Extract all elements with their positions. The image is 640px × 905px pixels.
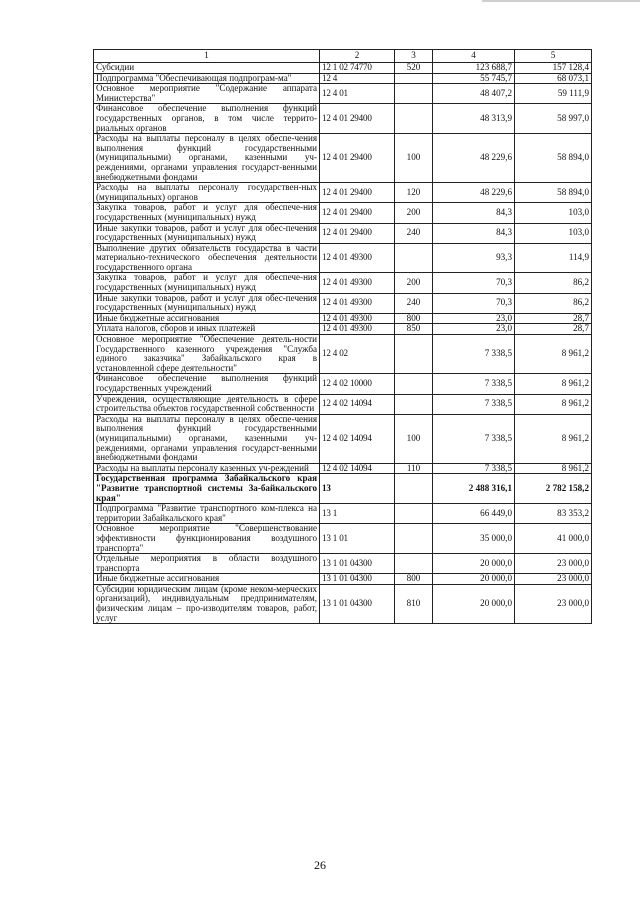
row-value-2-cell: 23 000,0 <box>515 584 592 623</box>
row-type-cell: 850 <box>395 324 433 335</box>
table-row <box>94 183 592 203</box>
row-code-cell: 12 4 02 14094 <box>320 463 395 474</box>
row-type-cell <box>395 335 433 374</box>
row-name-cell: Иные закупки товаров, работ и услуг для обес-печения государственных (муниципальных) нужд <box>94 293 320 313</box>
row-value-1-cell: 70,3 <box>433 273 515 293</box>
row-value-1-cell: 48 229,6 <box>433 183 515 203</box>
row-value-1-cell: 48 407,2 <box>433 84 515 104</box>
table-row <box>94 374 592 394</box>
row-name-cell: Подпрограмма "Развитие транспортного ком-плекса на территории Забайкальского края" <box>94 504 320 524</box>
row-name-cell: Основное мероприятие "Обеспечение деятель-ности Государственного казенного учреждения "Служба единого заказчика" Забайкальского края в установленной сфере деятельности" <box>94 335 320 374</box>
table-row <box>94 554 592 574</box>
row-type-cell <box>395 554 433 574</box>
row-type-cell: 200 <box>395 273 433 293</box>
row-value-2-cell: 83 353,2 <box>515 504 592 524</box>
header-cell-2: 2 <box>320 50 395 63</box>
row-name-cell: Закупка товаров, работ и услуг для обеспече-ния государственных (муниципальных) нужд <box>94 273 320 293</box>
row-code-cell: 12 4 01 29400 <box>320 104 395 134</box>
row-code-cell: 12 4 01 49300 <box>320 293 395 313</box>
row-value-1-cell: 23,0 <box>433 324 515 335</box>
header-cell-5: 5 <box>515 50 592 63</box>
row-value-2-cell: 8 961,2 <box>515 463 592 474</box>
row-value-1-cell: 7 338,5 <box>433 414 515 463</box>
row-type-cell <box>395 504 433 524</box>
row-code-cell: 12 1 02 74770 <box>320 63 395 74</box>
row-code-cell: 13 1 01 04300 <box>320 584 395 623</box>
row-type-cell <box>395 374 433 394</box>
row-value-1-cell: 84,3 <box>433 223 515 243</box>
table-row <box>94 504 592 524</box>
row-value-1-cell: 20 000,0 <box>433 554 515 574</box>
table-row <box>94 524 592 554</box>
row-name-cell: Иные бюджетные ассигнования <box>94 574 320 585</box>
row-type-cell: 100 <box>395 414 433 463</box>
row-value-1-cell: 7 338,5 <box>433 374 515 394</box>
row-type-cell: 240 <box>395 293 433 313</box>
row-name-cell: Иные бюджетные ассигнования <box>94 313 320 324</box>
row-value-1-cell: 48 229,6 <box>433 134 515 183</box>
row-value-2-cell: 86,2 <box>515 273 592 293</box>
row-code-cell: 13 1 01 <box>320 524 395 554</box>
row-name-cell: Расходы на выплаты персоналу государствен-ных (муниципальных) органов <box>94 183 320 203</box>
row-value-2-cell: 8 961,2 <box>515 414 592 463</box>
page-number: 26 <box>314 858 326 872</box>
row-value-2-cell: 8 961,2 <box>515 394 592 414</box>
row-type-cell <box>395 84 433 104</box>
budget-table <box>93 49 592 624</box>
row-value-1-cell: 23,0 <box>433 313 515 324</box>
row-code-cell: 13 1 <box>320 504 395 524</box>
row-name-cell: Подпрограмма "Обеспечивающая подпрограм-ма" <box>94 73 320 84</box>
row-type-cell: 100 <box>395 134 433 183</box>
table-row <box>94 73 592 84</box>
table-row <box>94 63 592 74</box>
table-row <box>94 134 592 183</box>
row-name-cell: Основное мероприятие "Содержание аппарата Министерства" <box>94 84 320 104</box>
row-value-2-cell: 59 111,9 <box>515 84 592 104</box>
row-type-cell <box>395 73 433 84</box>
table-body <box>94 50 592 624</box>
table-row <box>94 223 592 243</box>
row-value-1-cell: 7 338,5 <box>433 394 515 414</box>
table-row <box>94 243 592 273</box>
row-type-cell: 810 <box>395 584 433 623</box>
row-type-cell <box>395 474 433 504</box>
row-name-cell: Иные закупки товаров, работ и услуг для обес-печения государственных (муниципальных) нужд <box>94 223 320 243</box>
row-value-1-cell: 7 338,5 <box>433 335 515 374</box>
row-value-2-cell: 68 073,1 <box>515 73 592 84</box>
row-value-2-cell: 28,7 <box>515 324 592 335</box>
row-value-2-cell: 103,0 <box>515 203 592 223</box>
table-row <box>94 104 592 134</box>
table-row <box>94 313 592 324</box>
row-name-cell: Отдельные мероприятия в области воздушного транспорта <box>94 554 320 574</box>
row-type-cell: 110 <box>395 463 433 474</box>
row-value-2-cell: 23 000,0 <box>515 574 592 585</box>
row-value-1-cell: 20 000,0 <box>433 584 515 623</box>
row-value-2-cell: 58 997,0 <box>515 104 592 134</box>
row-value-1-cell: 55 745,7 <box>433 73 515 84</box>
row-name-cell: Расходы на выплаты персоналу в целях обеспе-чения выполнения функций государственными (муниципальными) органами, казенными уч-реждениями, органами управления государст-венными внебюджетными фондами <box>94 134 320 183</box>
table-row <box>94 84 592 104</box>
table-row <box>94 414 592 463</box>
row-name-cell: Субсидии <box>94 63 320 74</box>
row-value-1-cell: 48 313,9 <box>433 104 515 134</box>
table-row <box>94 584 592 623</box>
row-value-2-cell: 8 961,2 <box>515 374 592 394</box>
row-type-cell: 800 <box>395 574 433 585</box>
row-value-2-cell: 103,0 <box>515 223 592 243</box>
table-row <box>94 574 592 585</box>
row-code-cell: 12 4 01 29400 <box>320 183 395 203</box>
row-type-cell: 240 <box>395 223 433 243</box>
row-name-cell: Расходы на выплаты персоналу в целях обеспе-чения выполнения функций государственными (муниципальными) органами, казенными уч-реждениями, органами управления государст-венными внебюджетными фондами <box>94 414 320 463</box>
row-value-2-cell: 23 000,0 <box>515 554 592 574</box>
row-value-2-cell: 41 000,0 <box>515 524 592 554</box>
row-code-cell: 12 4 <box>320 73 395 84</box>
row-code-cell: 12 4 01 49300 <box>320 324 395 335</box>
row-code-cell: 12 4 01 29400 <box>320 134 395 183</box>
row-value-1-cell: 70,3 <box>433 293 515 313</box>
row-type-cell <box>395 243 433 273</box>
row-code-cell: 12 4 02 10000 <box>320 374 395 394</box>
row-name-cell: Выполнение других обязательств государства в части материально-технического обеспечения деятельности государственного органа <box>94 243 320 273</box>
table-row <box>94 293 592 313</box>
row-type-cell: 200 <box>395 203 433 223</box>
table-header-row <box>94 50 592 63</box>
row-code-cell: 12 4 02 14094 <box>320 394 395 414</box>
row-value-1-cell: 66 449,0 <box>433 504 515 524</box>
row-value-1-cell: 123 688,7 <box>433 63 515 74</box>
table-row <box>94 463 592 474</box>
row-code-cell: 12 4 01 49300 <box>320 243 395 273</box>
row-type-cell <box>395 394 433 414</box>
row-value-2-cell: 2 782 158,2 <box>515 474 592 504</box>
row-value-1-cell: 84,3 <box>433 203 515 223</box>
row-type-cell: 520 <box>395 63 433 74</box>
row-name-cell: Финансовое обеспечение выполнения функций государственных органов, в том числе террито-риальных органов <box>94 104 320 134</box>
row-code-cell: 12 4 01 29400 <box>320 203 395 223</box>
row-value-2-cell: 157 128,4 <box>515 63 592 74</box>
row-code-cell: 12 4 02 14094 <box>320 414 395 463</box>
row-name-cell: Закупка товаров, работ и услуг для обеспече-ния государственных (муниципальных) нужд <box>94 203 320 223</box>
row-name-cell: Учреждения, осуществляющие деятельность в сфере строительства объектов государственной собственности <box>94 394 320 414</box>
row-value-2-cell: 58 894,0 <box>515 183 592 203</box>
header-cell-3: 3 <box>395 50 433 63</box>
row-code-cell: 13 1 01 04300 <box>320 554 395 574</box>
header-cell-1: 1 <box>94 50 320 63</box>
row-value-2-cell: 58 894,0 <box>515 134 592 183</box>
row-name-cell: Основное мероприятие "Совершенствование эффективности функционирования воздушного транспорта" <box>94 524 320 554</box>
row-value-1-cell: 35 000,0 <box>433 524 515 554</box>
row-name-cell: Государственная программа Забайкальского края "Развитие транспортной системы За-байкальского края" <box>94 474 320 504</box>
table-row <box>94 324 592 335</box>
row-name-cell: Субсидии юридическим лицам (кроме неком-мерческих организаций), индивидуальным предпринимателям, физическим лицам – про-изводителям товаров, работ, услуг <box>94 584 320 623</box>
table-row <box>94 273 592 293</box>
row-type-cell <box>395 524 433 554</box>
header-cell-4: 4 <box>433 50 515 63</box>
row-value-1-cell: 20 000,0 <box>433 574 515 585</box>
row-value-2-cell: 114,9 <box>515 243 592 273</box>
row-code-cell: 13 1 01 04300 <box>320 574 395 585</box>
row-value-2-cell: 28,7 <box>515 313 592 324</box>
row-value-1-cell: 7 338,5 <box>433 463 515 474</box>
row-value-1-cell: 2 488 316,1 <box>433 474 515 504</box>
table-row <box>94 203 592 223</box>
row-code-cell: 12 4 01 49300 <box>320 313 395 324</box>
table-row <box>94 335 592 374</box>
row-code-cell: 12 4 01 49300 <box>320 273 395 293</box>
row-value-2-cell: 86,2 <box>515 293 592 313</box>
row-name-cell: Уплата налогов, сборов и иных платежей <box>94 324 320 335</box>
table-row <box>94 474 592 504</box>
row-name-cell: Расходы на выплаты персоналу казенных уч-реждений <box>94 463 320 474</box>
table-row <box>94 394 592 414</box>
row-type-cell: 120 <box>395 183 433 203</box>
row-code-cell: 12 4 02 <box>320 335 395 374</box>
row-code-cell: 12 4 01 <box>320 84 395 104</box>
row-type-cell <box>395 104 433 134</box>
row-code-cell: 13 <box>320 474 395 504</box>
row-value-1-cell: 93,3 <box>433 243 515 273</box>
top-rule <box>482 0 640 2</box>
row-code-cell: 12 4 01 29400 <box>320 223 395 243</box>
row-name-cell: Финансовое обеспечение выполнения функций государственных учреждений <box>94 374 320 394</box>
row-value-2-cell: 8 961,2 <box>515 335 592 374</box>
row-type-cell: 800 <box>395 313 433 324</box>
